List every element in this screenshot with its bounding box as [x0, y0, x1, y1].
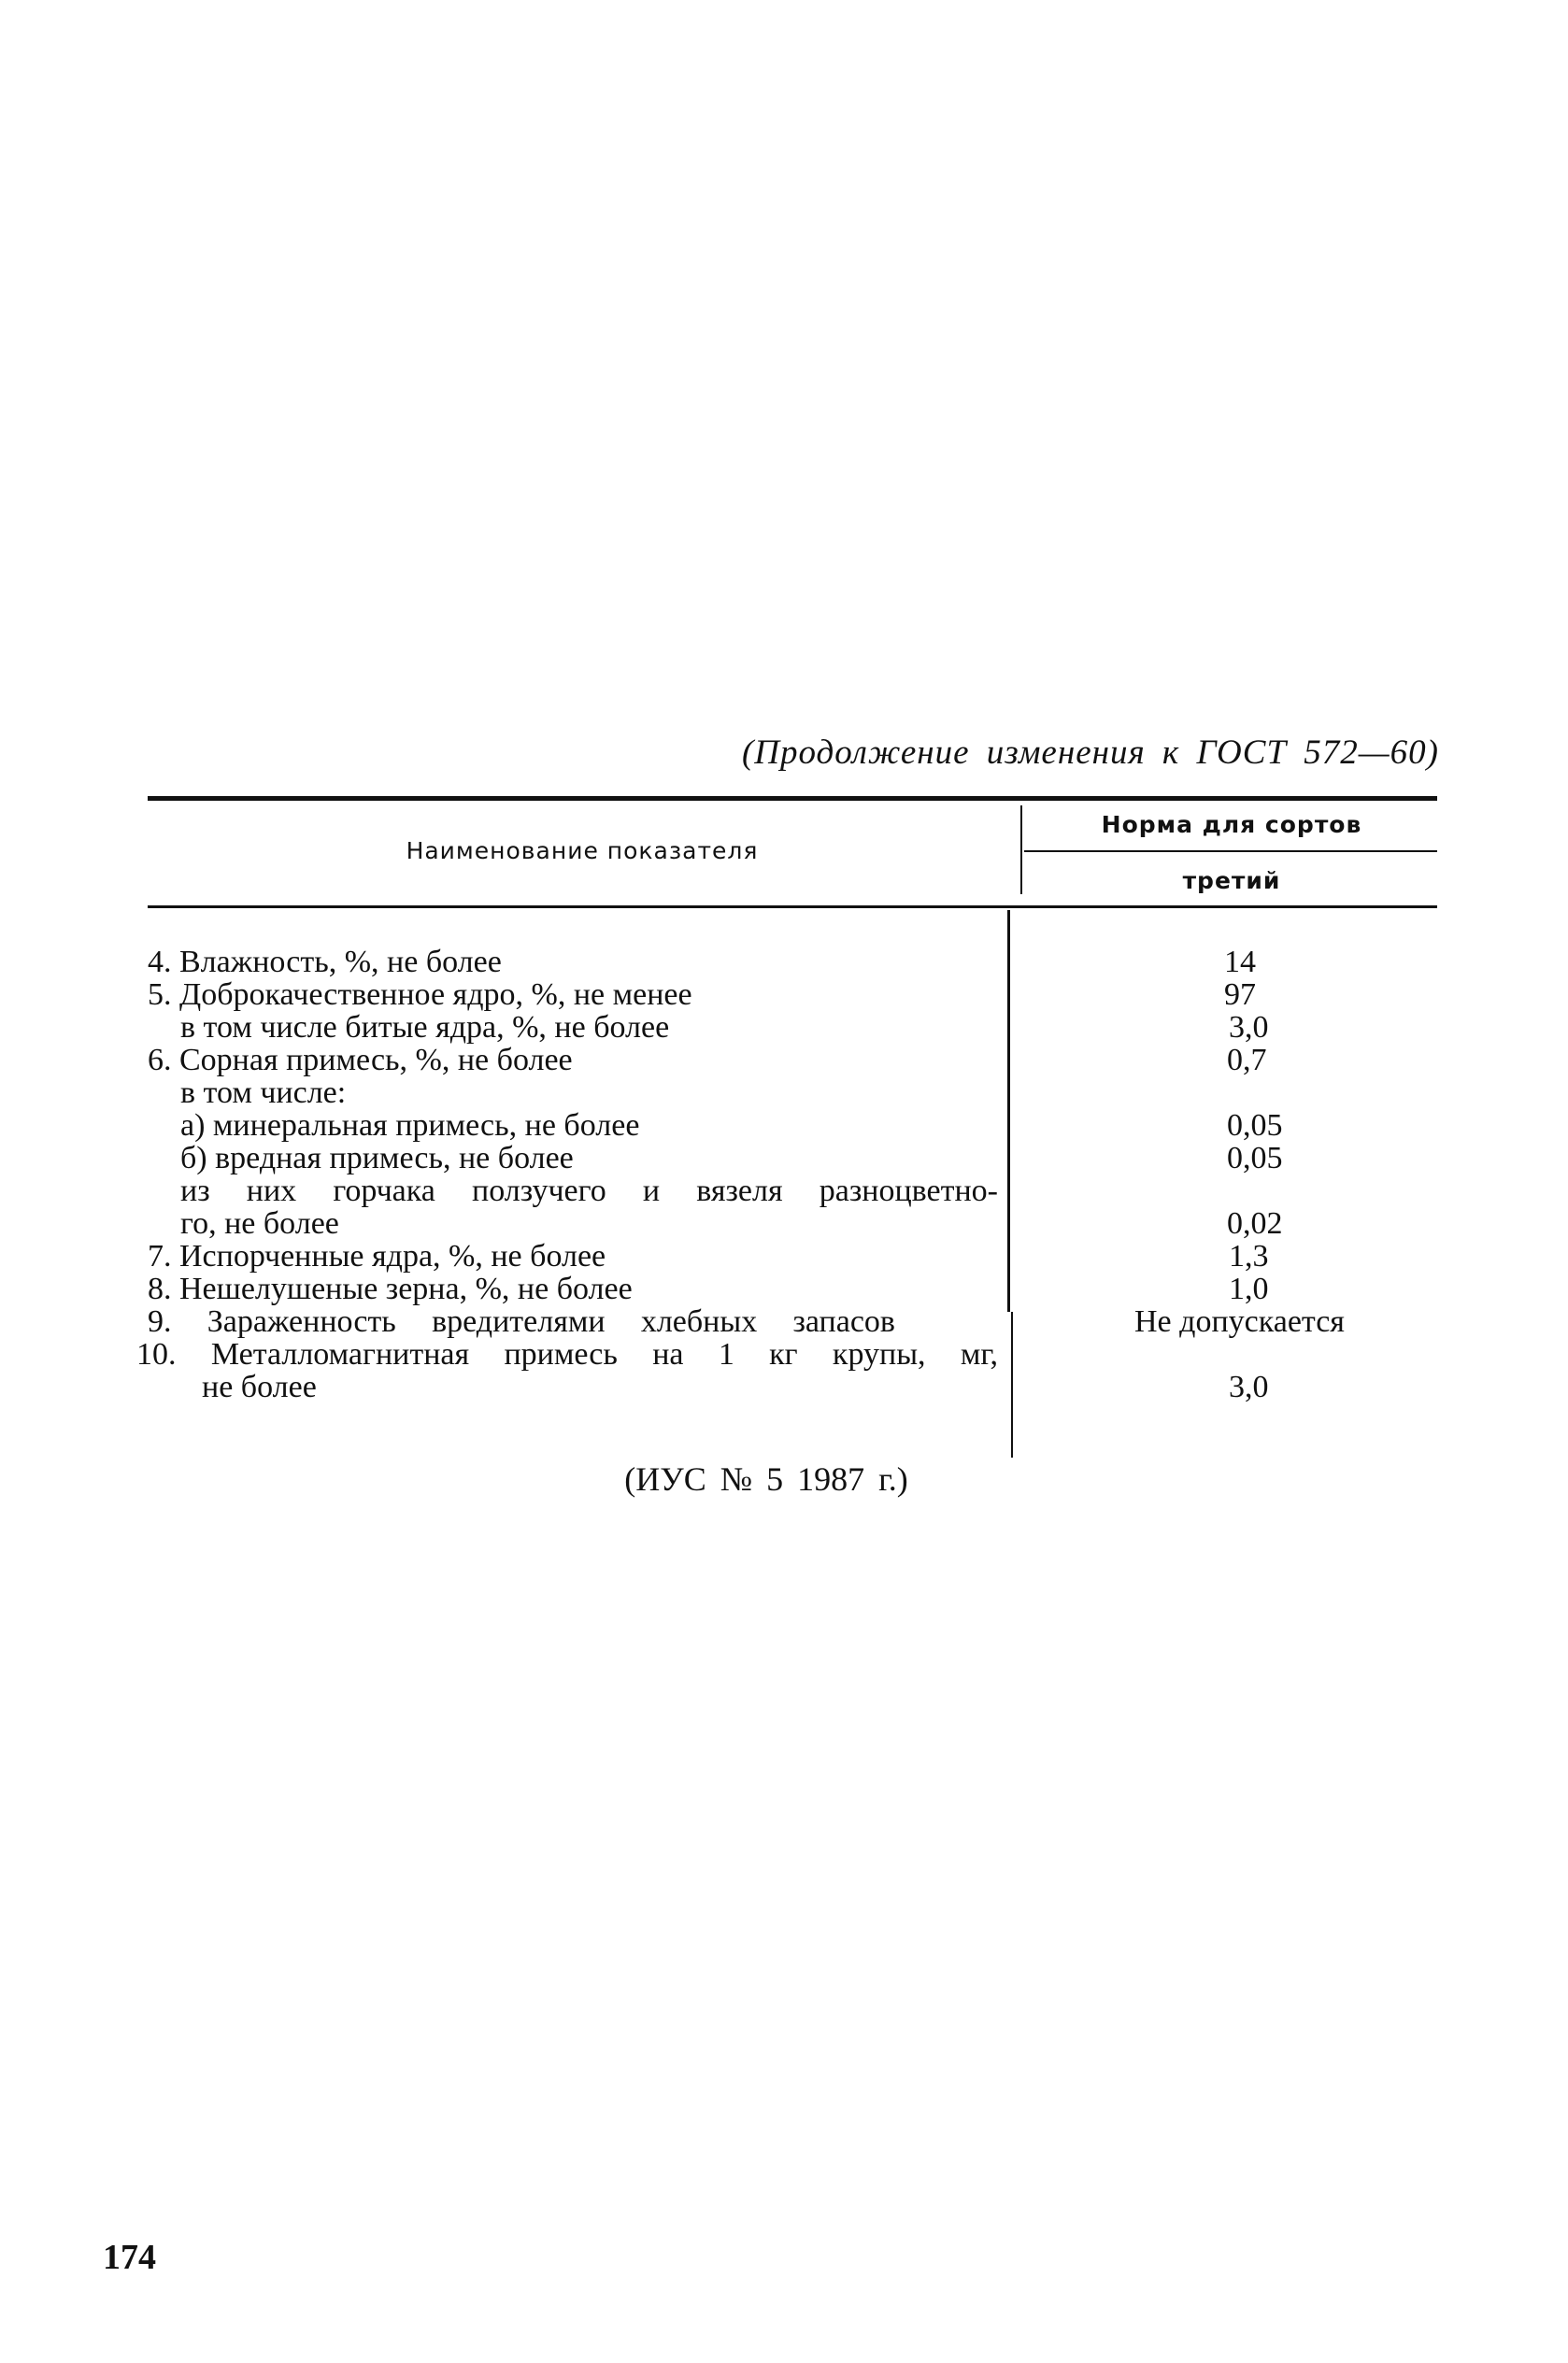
row-value: 0,02: [1227, 1206, 1283, 1241]
page-number: 174: [103, 2238, 156, 2277]
row-name: 9. Зараженность вредителями хлебных запасов: [148, 1304, 895, 1339]
row-name: в том числе:: [180, 1075, 347, 1110]
specification-table: [136, 796, 1437, 1458]
row-name: 10. Металломагнитная примесь на 1 кг крупы, мг,: [136, 1337, 998, 1372]
header-inner-rule: [1024, 850, 1437, 852]
row-name: б) вредная примесь, не более: [180, 1141, 574, 1175]
row-value: 3,0: [1229, 1010, 1269, 1045]
column-header-grade: третий: [1182, 867, 1281, 894]
row-value: 1,0: [1229, 1272, 1269, 1306]
row-name: 7. Испорченные ядра, %, не более: [148, 1239, 606, 1274]
row-name: в том числе битые ядра, %, не более: [180, 1010, 670, 1045]
row-value: Не допускается: [1134, 1304, 1345, 1339]
row-name: 8. Нешелушеные зерна, %, не более: [148, 1272, 633, 1306]
amendment-reference: (ИУС № 5 1987 г.): [624, 1460, 908, 1498]
row-value: 0,05: [1227, 1141, 1283, 1175]
header-bottom-rule: [148, 905, 1437, 908]
header-column-divider: [1020, 805, 1022, 894]
row-name: го, не более: [180, 1206, 339, 1241]
row-name: из них горчака ползучего и вязеля разноцветно-: [180, 1174, 998, 1208]
row-name: 5. Доброкачественное ядро, %, не менее: [148, 977, 692, 1012]
row-value: 97: [1224, 977, 1256, 1012]
row-name: не более: [202, 1370, 317, 1404]
row-value: 3,0: [1229, 1370, 1269, 1404]
row-value: 0,7: [1227, 1043, 1267, 1077]
row-name: 4. Влажность, %, не более: [148, 945, 502, 979]
table-top-rule: [148, 796, 1437, 801]
row-name: а) минеральная примесь, не более: [180, 1108, 640, 1143]
row-value: 14: [1224, 945, 1256, 979]
row-name: 6. Сорная примесь, %, не более: [148, 1043, 573, 1077]
row-value: 0,05: [1227, 1108, 1283, 1143]
column-header-indicator: Наименование показателя: [406, 837, 759, 864]
column-header-norm: Норма для сортов: [1101, 811, 1362, 838]
row-value: 1,3: [1229, 1239, 1269, 1274]
page-header: (Продолжение изменения к ГОСТ 572—60): [741, 733, 1439, 772]
